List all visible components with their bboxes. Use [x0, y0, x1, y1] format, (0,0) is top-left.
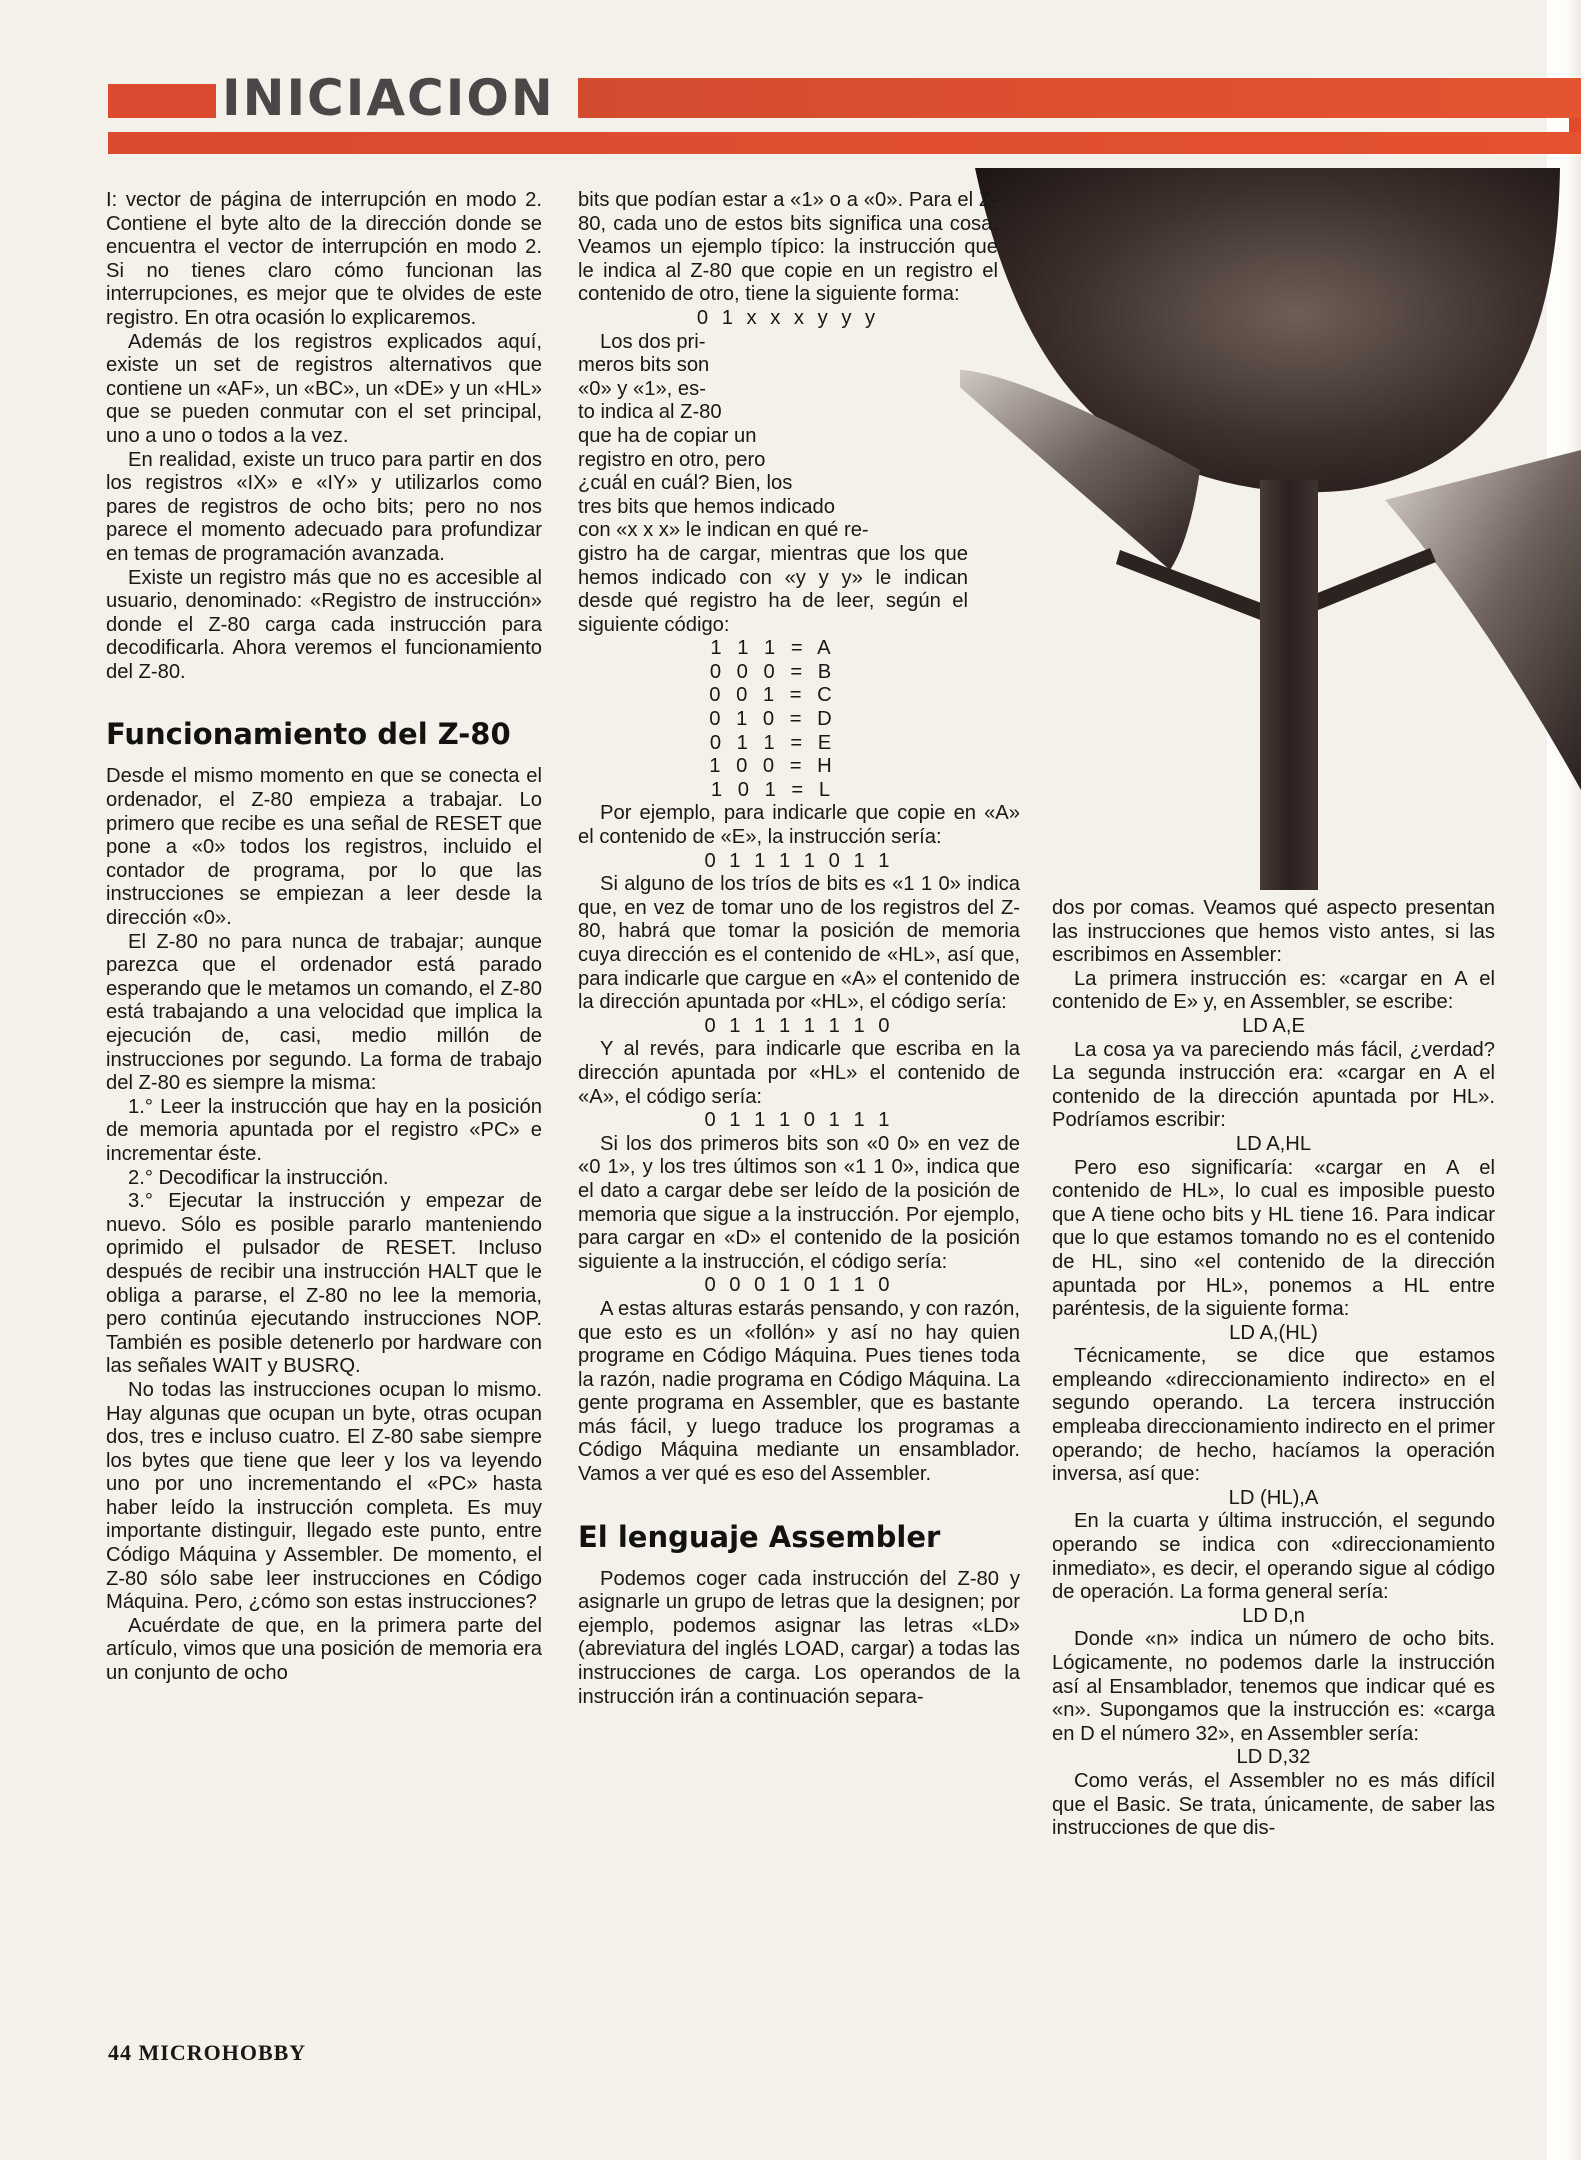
- column-1: [106, 189, 542, 1686]
- paragraph: Existe un registro más que no es accesible al usuario, denominado: «Registro de instrucción» donde el Z-80 carga cada instrucción para decodificarla. Ahora veremos el funcionamiento del Z-80.: [106, 566, 542, 683]
- paragraph: El Z-80 no para nunca de trabajar; aunque parezca que el ordenador está parado esperando que le metamos un comando, el Z-80 está trabajando a una velocidad que implica la ejecución de, casi, medio millón de instrucciones por segundo. La forma de trabajo del Z-80 es siempre la misma:: [106, 930, 542, 1095]
- list-item: 2.° Decodificar la instrucción.: [128, 1166, 389, 1189]
- register-code: 0 0 0 = B: [709, 660, 837, 683]
- binary-code: 0 0 0 1 0 1 1 0: [704, 1274, 894, 1297]
- text-line: registro en otro, pero: [578, 448, 766, 471]
- binary-code: 0 1 1 1 1 0 1 1: [704, 849, 894, 872]
- right-wedge: [1385, 450, 1581, 790]
- paragraph: I: vector de página de interrupción en modo 2. Contiene el byte alto de la dirección donde se encuentra el vector de interrupción en modo 2. Si no tienes claro cómo funcionan las interrupciones, es mejor que te olvides de este registro. En otra ocasión lo explicaremos.: [106, 189, 542, 329]
- text-line: ¿cuál en cuál? Bien, los: [578, 472, 793, 495]
- binary-format: 0 1 x x x y y y: [696, 306, 880, 329]
- paragraph: Si los dos primeros bits son «0 0» en vez de «0 1», y los tres últimos son «1 1 0», indica que el dato a cargar debe ser leído de la posición de memoria que sigue a la instrucción. Por ejemplo, para cargar en «D» el contenido de la posición siguiente a la instrucción, el código sería:: [578, 1132, 1020, 1273]
- paragraph: Además de los registros explicados aquí, existe un set de registros alternativos que contiene un «AF», un «BC», un «DE» y un «HL» que se pueden conmutar con el set principal, uno a uno o todos a la vez.: [106, 330, 542, 447]
- paragraph: Podemos coger cada instrucción del Z-80 y asignarle un grupo de letras que la designen; por ejemplo, podemos asignar las letras «LD» (abreviatura del inglés LOAD, cargar) a todas las instrucciones de carga. Los operandos de la instrucción irán a continuación separa-: [578, 1567, 1020, 1708]
- paragraph: La cosa ya va pareciendo más fácil, ¿verdad? La segunda instrucción era: «cargar en A el contenido de la dirección apuntada por HL». Podríamos escribir:: [1052, 1038, 1495, 1132]
- paragraph: Y al revés, para indicarle que escriba en la dirección apuntada por «HL» el contenido de «A», el código sería:: [578, 1038, 1020, 1108]
- paragraph: bits que podían estar a «1» o a «0». Para el Z-80, cada uno de estos bits significa una cosa. Veamos un ejemplo típico: la instrucción que le indica al Z-80 que copie en un registro el contenido de otro, tiene la siguiente forma:: [578, 189, 998, 306]
- register-code-table: [578, 637, 968, 802]
- paragraph: La primera instrucción es: «cargar en A el contenido de E» y, en Assembler, se escribe:: [1052, 967, 1495, 1014]
- abstract-tree-illustration: [960, 160, 1581, 890]
- header-rule: [108, 132, 1581, 154]
- paragraph: Donde «n» indica un número de ocho bits. Lógicamente, no podemos darle la instrucción así al Ensamblador, tenemos que indicar qué es «n». Supongamos que la instrucción es: «carga en D el número 32», en Assembler sería:: [1052, 1628, 1495, 1745]
- binary-code: 0 1 1 1 0 1 1 1: [704, 1109, 894, 1132]
- text-line: meros bits son: [578, 354, 710, 377]
- register-code: 1 0 1 = L: [710, 778, 836, 801]
- list-item: 1.° Leer la instrucción que hay en la posición de memoria apuntada por el registro «PC» e incrementar éste.: [106, 1095, 542, 1165]
- paragraph: Técnicamente, se dice que estamos empleando «direccionamiento indirecto» en el segundo operando. La tercera instrucción empleaba direccionamiento indirecto en el primer operando; de hecho, hacíamos la operación inversa, así que:: [1052, 1345, 1495, 1486]
- assembler-code: LD A,E: [1242, 1014, 1305, 1037]
- header-right-bar: [578, 78, 1581, 118]
- register-code: 1 0 0 = H: [709, 755, 837, 778]
- paragraph: Pero eso significaría: «cargar en A el contenido de HL», lo cual es imposible puesto que A tiene ocho bits y HL tiene 16. Para indicar que lo que estamos tomando no es el contenido de HL, sino «el contenido de la dirección apuntada por HL», ponemos a HL entre paréntesis, de la siguiente forma:: [1052, 1156, 1495, 1321]
- section-title: INICIACION: [222, 69, 555, 127]
- assembler-code: LD A,(HL): [1229, 1321, 1318, 1344]
- text-line: Los dos pri-: [600, 330, 706, 353]
- binary-code: 0 1 1 1 1 1 1 0: [704, 1014, 894, 1037]
- paragraph: A estas alturas estarás pensando, y con razón, que esto es un «follón» y así no hay quien programe en Código Máquina. Pues tienes toda la razón, nadie programa en Código Máquina. La gente programa en Assembler, que es bastante más fácil, y luego traduce los programas a Código Máquina mediante un ensamblador. Vamos a ver qué es eso del Assembler.: [578, 1297, 1020, 1486]
- paragraph: En realidad, existe un truco para partir en dos los registros «IX» e «IY» y utilizarlos como pares de registros de ocho bits; pero no nos parece el momento adecuado para profundizar en temas de programación avanzada.: [106, 448, 542, 565]
- paragraph: Por ejemplo, para indicarle que copie en «A» el contenido de «E», la instrucción sería:: [578, 802, 1020, 849]
- right-branch: [1300, 548, 1436, 615]
- left-branch: [1116, 550, 1280, 626]
- assembler-code: LD (HL),A: [1228, 1486, 1319, 1509]
- paragraph: Acuérdate de que, en la primera parte del artículo, vimos que una posición de memoria era un conjunto de ocho: [106, 1614, 542, 1685]
- assembler-code: LD A,HL: [1235, 1132, 1312, 1155]
- paragraph: Desde el mismo momento en que se conecta el ordenador, el Z-80 empieza a trabajar. Lo primero que recibe es una señal de RESET que pone a «0» todos los registros, incluido el contador de programa, por lo que las instrucciones se empiezan a leer desde la dirección «0».: [106, 765, 542, 930]
- paragraph: No todas las instrucciones ocupan lo mismo. Hay algunas que ocupan un byte, otras ocupan dos, tres e incluso cuatro. El Z-80 sabe siempre los bytes que tiene que leer y los va leyendo uno por uno incrementando el «PC» hasta haber leído la instrucción completa. Es muy importante distinguir, llegado este punto, entre Código Máquina y Assembler. De momento, el Z-80 sólo sabe leer instrucciones en Código Máquina. Pero, ¿cómo son estas instrucciones?: [106, 1378, 542, 1614]
- register-code: 0 1 0 = D: [709, 708, 837, 731]
- paragraph: dos por comas. Veamos qué aspecto presentan las instrucciones que hemos visto antes, si las escribimos en Assembler:: [1052, 897, 1495, 967]
- trunk: [1260, 480, 1318, 890]
- text-line: tres bits que hemos indicado: [578, 495, 835, 518]
- paragraph: En la cuarta y última instrucción, el segundo operando se indica con «direccionamiento inmediato», es decir, el operando sigue al código de operación. La forma general sería:: [1052, 1510, 1495, 1604]
- paragraph: gistro ha de cargar, mientras que los que hemos indicado con «y y y» le indican desde qué registro ha de leer, según el siguiente código:: [578, 542, 968, 636]
- column-2: [578, 189, 1020, 1709]
- register-code: 0 1 1 = E: [709, 731, 837, 754]
- section-heading: Funcionamiento del Z-80: [106, 717, 511, 752]
- paragraph: Si alguno de los tríos de bits es «1 1 0» indica que, en vez de tomar uno de los registros del Z-80, habrá que tomar la posición de memoria cuya dirección es el contenido de «HL», así que, para indicarle que cargue en «A» el contenido de la dirección apuntada por «HL», el código sería:: [578, 873, 1020, 1014]
- text-line: con «x x x» le indican en qué re-: [578, 519, 869, 542]
- wrapped-text: [578, 331, 1020, 543]
- page-footer: 44 MICROHOBBY: [108, 2040, 307, 2065]
- section-heading: El lenguaje Assembler: [578, 1519, 941, 1554]
- text-line: que ha de copiar un: [578, 424, 757, 447]
- list-item: 3.° Ejecutar la instrucción y empezar de nuevo. Sólo es posible pararlo manteniendo oprimido el pulsador de RESET. Incluso después de recibir una instrucción HALT que le obliga a pararse, el Z-80 no lee la memoria, pero continúa ejecutando instrucciones NOP. También es posible detenerlo por hardware con las señales WAIT y BUSRQ.: [106, 1190, 542, 1378]
- assembler-code: LD D,32: [1236, 1746, 1311, 1769]
- paragraph: Como verás, el Assembler no es más difícil que el Basic. Se trata, únicamente, de saber las instrucciones de que dis-: [1052, 1769, 1495, 1840]
- text-line: «0» y «1», es-: [578, 377, 706, 400]
- register-code: 0 0 1 = C: [709, 684, 837, 707]
- register-code: 1 1 1 = A: [710, 637, 836, 660]
- text-line: to indica al Z-80: [578, 401, 722, 424]
- header-left-block: [108, 84, 216, 118]
- assembler-code: LD D,n: [1242, 1604, 1305, 1627]
- column-3: [1052, 897, 1495, 1841]
